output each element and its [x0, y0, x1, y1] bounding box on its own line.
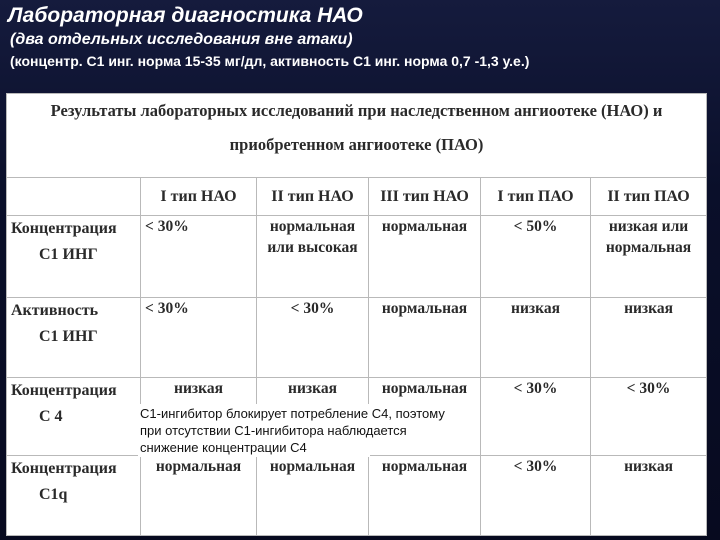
- table-cell: < 30%: [257, 298, 369, 378]
- table-cell: нормальная: [369, 378, 481, 456]
- table-cell: нормальная или высокая: [257, 216, 369, 298]
- callout-line: при отсутствии С1-ингибитора наблюдается: [140, 423, 407, 438]
- table-row: [7, 298, 707, 378]
- table-cell: нормальная: [369, 298, 481, 378]
- slide-subtitle: (два отдельных исследования вне атаки): [10, 31, 353, 48]
- row-header-line1: Концентрация: [11, 382, 117, 399]
- table-cell: низкая: [591, 298, 707, 378]
- table-cell: нормальная: [257, 456, 369, 536]
- row-header: [7, 216, 141, 298]
- table-cell: < 50%: [481, 216, 591, 298]
- table-cell: < 30%: [481, 378, 591, 456]
- row-header: [7, 456, 141, 536]
- header-blank-cell: [7, 178, 141, 216]
- reference-norms: (концентр. С1 инг. норма 15-35 мг/дл, активность С1 инг. норма 0,7 -1,3 у.е.): [10, 53, 530, 69]
- table-row: [7, 456, 707, 536]
- table-cell: < 30%: [141, 298, 257, 378]
- row-header-line2: С1 ИНГ: [39, 328, 98, 345]
- table-cell: < 30%: [481, 456, 591, 536]
- row-header-line2: С1q: [39, 486, 68, 503]
- column-header: I тип ПАО: [481, 178, 591, 216]
- row-header-line2: С1 ИНГ: [39, 246, 98, 263]
- slide-title: Лабораторная диагностика НАО: [8, 4, 363, 27]
- row-header-line1: Активность: [11, 302, 99, 319]
- results-table-image: [6, 93, 706, 535]
- callout-line: снижение концентрации С4: [140, 440, 307, 455]
- table-cell: < 30%: [141, 216, 257, 298]
- table-cell: нормальная: [369, 216, 481, 298]
- table-cell: низкая: [481, 298, 591, 378]
- table-row: [7, 216, 707, 298]
- column-header: III тип НАО: [369, 178, 481, 216]
- column-header: II тип ПАО: [591, 178, 707, 216]
- column-header: I тип НАО: [141, 178, 257, 216]
- column-header: II тип НАО: [257, 178, 369, 216]
- table-cell: низкая: [141, 378, 257, 456]
- row-header: [7, 378, 141, 456]
- table-cell: нормальная: [141, 456, 257, 536]
- table-cell: низкая: [257, 378, 369, 456]
- table-cell: нормальная: [369, 456, 481, 536]
- row-header-line1: Концентрация: [11, 220, 117, 237]
- table-cell: низкая или нормальная: [591, 216, 707, 298]
- row-header-line2: С 4: [39, 408, 63, 425]
- table-caption: Результаты лабораторных исследований при наследственном ангиоотеке (НАО) и приобретенном ангиоотеке (ПАО): [7, 94, 707, 178]
- c4-explanation-callout: [138, 404, 445, 457]
- table-cell: низкая: [591, 456, 707, 536]
- callout-line: С1-ингибитор блокирует потребление С4, поэтому: [140, 406, 445, 421]
- row-header: [7, 298, 141, 378]
- table-cell: < 30%: [591, 378, 707, 456]
- row-header-line1: Концентрация: [11, 460, 117, 477]
- results-table: [6, 93, 707, 536]
